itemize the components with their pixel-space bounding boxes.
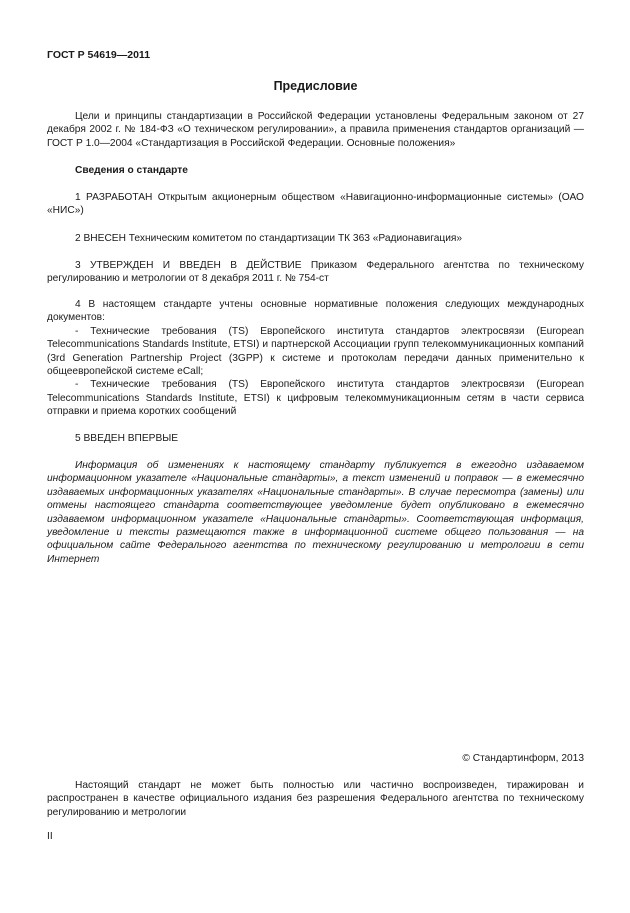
page-number: II [47,831,53,842]
item-3-paragraph: 3 УТВЕРЖДЕН И ВВЕДЕН В ДЕЙСТВИЕ Приказом Федерального агентства по техническому регулированию и метрологии от 8 декабря 2011 г. № 754-ст [47,260,584,285]
notice-paragraph: Информация об изменениях к настоящему стандарту публикуется в ежегодно издаваемом информационном указателе «Национальные стандарты», а текст изменений и поправок — в ежемесячно издаваемых информационных указателях «Национальные стандарты». В случае пересмотра (замены) или отмены настоящего стандарта соответствующее уведомление будет опубликовано в ежемесячно издаваемом информационном указателе «Национальные стандарты». Соответствующая информация, уведомление и тексты размещаются также в информационной системе общего пользования — на официальном сайте Федерального агентства по техническому регулированию и метрологии в сети Интернет [47,460,584,565]
footer-notice-paragraph: Настоящий стандарт не может быть полностью или частично воспроизведен, тиражирован и распространен в качестве официального издания без разрешения Федерального агентства по техническому регулированию и метрологии [47,780,584,818]
item-1-block [47,191,584,218]
page-title: Предисловие [273,79,358,93]
item-5-paragraph: 5 ВВЕДЕН ВПЕРВЫЕ [75,433,179,444]
document-code: ГОСТ Р 54619—2011 [47,49,151,61]
copyright-line: © Стандартинформ, 2013 [462,753,584,764]
notice-block [47,459,584,566]
item-1-paragraph: 1 РАЗРАБОТАН Открытым акционерным обществом «Навигационно-информационные системы» (ОАО «НИС») [47,192,584,217]
section-heading: Сведения о стандарте [75,165,188,176]
item-4-intro-paragraph: 4 В настоящем стандарте учтены основные нормативные положения следующих международных документов: [47,299,584,324]
item-2-block [47,232,584,245]
section-heading-block [47,164,584,177]
item-4-block [47,298,584,419]
item-3-block [47,259,584,286]
footer-notice-block [47,779,584,819]
document-page [47,0,584,913]
intro-block [47,110,584,150]
intro-paragraph: Цели и принципы стандартизации в Российской Федерации установлены Федеральным законом от 27 декабря 2002 г. № 184-ФЗ «О техническом регулировании», а правила применения стандартов организаций — ГОСТ Р 1.0—2004 «Стандартизация в Российской Федерации. Основные положения» [47,111,584,149]
item-2-paragraph: 2 ВНЕСЕН Техническим комитетом по стандартизации ТК 363 «Радионавигация» [75,233,463,244]
item-4-bullet-1: - Технические требования (TS) Европейского института стандартов электросвязи (European Telecommunications Standards Institute, ETSI) и партнерской Ассоциации групп телекоммуникационных компаний (3rd Generation Partnership Project (3GPP) к системе и протоколам передачи данных применительно к общеевропейской системе eCall; [47,325,584,378]
item-4-bullet-2: - Технические требования (TS) Европейского института стандартов электросвязи (European Telecommunications Standards Institute, ETSI) к цифровым телекоммуникационным сетям в части сервиса отправки и приема коротких сообщений [47,379,584,418]
item-5-block [47,432,584,445]
